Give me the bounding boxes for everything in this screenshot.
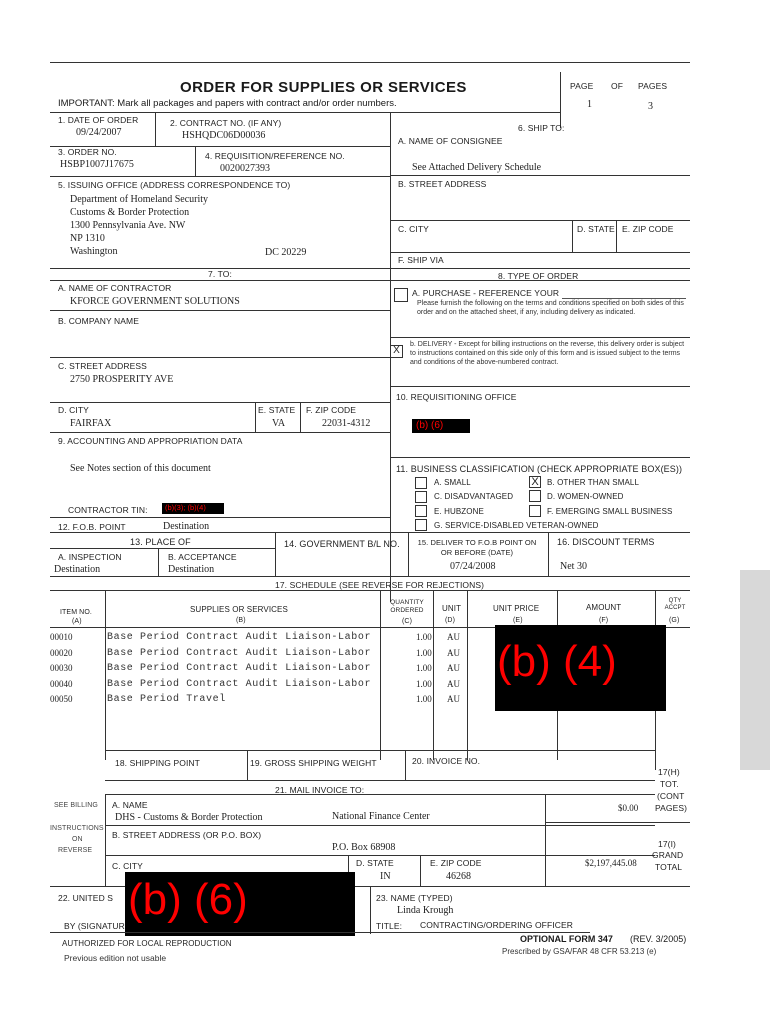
col-unit-price-label: UNIT PRICE — [493, 604, 540, 613]
gross-weight-label: 19. GROSS SHIPPING WEIGHT — [250, 758, 377, 768]
order-no-label: 3. ORDER NO. — [58, 147, 117, 157]
invoice-name-2: National Finance Center — [332, 811, 430, 822]
col-item-sub: (A) — [72, 618, 82, 625]
accounting-value: See Notes section of this document — [70, 463, 211, 474]
ship-street-label: B. STREET ADDRESS — [398, 179, 487, 189]
col-amount-label: AMOUNT — [586, 603, 622, 612]
order-no: HSBP1007J17675 — [60, 159, 134, 170]
ship-state-label: D. STATE — [577, 224, 615, 234]
women-owned-checkbox[interactable] — [529, 490, 541, 502]
col-accpt-sub: (G) — [669, 617, 680, 624]
contract-no-label: 2. CONTRACT NO. (IF ANY) — [170, 118, 282, 128]
row-description: Base Period Contract Audit Liaison-Labor — [107, 632, 372, 643]
consignee-label: A. NAME OF CONSIGNEE — [398, 136, 503, 146]
row-item-no: 00040 — [50, 679, 73, 689]
ship-to-label: 6. SHIP TO: — [518, 123, 565, 133]
inspection-label: A. INSPECTION — [58, 552, 122, 562]
contractor-state-label: E. STATE — [258, 405, 296, 415]
discount-terms-label: 16. DISCOUNT TERMS — [557, 537, 655, 547]
schedule-header: 17. SCHEDULE (SEE REVERSE FOR REJECTIONS) — [275, 580, 485, 590]
delivery-text: b. DELIVERY - Except for billing instructions on the reverse, this delivery order is subject to instructions contained on this side only of this form and is issued subject to the terms and conditions of the above-numbered contract. — [410, 341, 685, 366]
tot-label-2: TOT. — [660, 779, 679, 789]
row-description: Base Period Contract Audit Liaison-Labor — [107, 663, 372, 674]
contractor-zip-label: F. ZIP CODE — [306, 405, 357, 415]
total-cont-pages-amount: $0.00 — [618, 803, 639, 813]
issuing-line-1: Department of Homeland Security — [70, 194, 209, 205]
accounting-label: 9. ACCOUNTING AND APPROPRIATION DATA — [58, 436, 243, 446]
mail-invoice-header: 21. MAIL INVOICE TO: — [275, 785, 365, 795]
row-item-no: 00050 — [50, 694, 73, 704]
invoice-no-label: 20. INVOICE NO. — [412, 756, 481, 766]
acceptance-label: B. ACCEPTANCE — [168, 552, 237, 562]
acceptance-value: Destination — [168, 564, 215, 575]
fob-point-label: 12. F.O.B. POINT — [58, 522, 126, 532]
contract-no: HSHQDC06D00036 — [182, 130, 266, 141]
requisitioning-office-label: 10. REQUISITIONING OFFICE — [396, 392, 517, 402]
of-label: OF — [611, 81, 624, 91]
row-quantity: 1.00 — [416, 679, 432, 689]
tot-label-1: 17(H) — [658, 767, 680, 777]
redaction-label: (b) (6) — [416, 420, 444, 431]
row-unit: AU — [447, 663, 460, 673]
row-description: Base Period Travel — [107, 694, 226, 705]
typed-name-label: 23. NAME (TYPED) — [376, 893, 453, 903]
row-quantity: 1.00 — [416, 663, 432, 673]
service-disabled-label: G. SERVICE-DISABLED VETERAN-OWNED — [434, 521, 599, 530]
see-billing-line-4: REVERSE — [58, 847, 93, 854]
inspection-value: Destination — [54, 564, 101, 575]
contractor-name-label: A. NAME OF CONTRACTOR — [58, 283, 172, 293]
invoice-street: P.O. Box 68908 — [332, 842, 396, 853]
col-amount-sub: (F) — [599, 617, 609, 624]
grand-label-2: GRAND — [652, 850, 684, 860]
tot-label-4: PAGES) — [655, 803, 688, 813]
disadvantaged-checkbox[interactable] — [415, 491, 427, 503]
issuing-line-2: Customs & Border Protection — [70, 207, 190, 218]
ship-zip-label: E. ZIP CODE — [622, 224, 674, 234]
grand-label-1: 17(I) — [658, 839, 676, 849]
row-item-no: 00020 — [50, 648, 73, 658]
contractor-zip: 22031-4312 — [322, 418, 371, 429]
ship-city-label: C. CITY — [398, 224, 429, 234]
women-owned-label: D. WOMEN-OWNED — [547, 492, 624, 501]
date-of-order: 09/24/2007 — [76, 127, 122, 138]
page-number: 1 — [587, 99, 592, 110]
col-item-label: ITEM NO. — [60, 609, 92, 616]
row-item-no: 00030 — [50, 663, 73, 673]
small-label: A. SMALL — [434, 478, 471, 487]
other-than-small-label: B. OTHER THAN SMALL — [547, 478, 639, 487]
issuing-line-3: 1300 Pennsylvania Ave. NW — [70, 220, 186, 231]
contractor-city-label: D. CITY — [58, 405, 89, 415]
pages-label: PAGES — [638, 81, 668, 91]
price-redaction-label: (b) (4) — [497, 637, 617, 686]
discount-terms: Net 30 — [560, 561, 587, 572]
optional-form: OPTIONAL FORM 347 — [520, 934, 613, 944]
row-description: Base Period Contract Audit Liaison-Labor — [107, 648, 372, 659]
purchase-text: Please furnish the following on the terms and conditions specified on both sides of this order and on the attached sheet, if any, including delivery as indicated. — [417, 300, 684, 316]
issuing-office-label: 5. ISSUING OFFICE (ADDRESS CORRESPONDENCE TO) — [58, 180, 291, 190]
redaction-box — [412, 419, 470, 433]
contractor-state: VA — [272, 418, 286, 429]
form-title: ORDER FOR SUPPLIES OR SERVICES — [180, 79, 467, 96]
row-unit: AU — [447, 632, 460, 642]
contractor-name: KFORCE GOVERNMENT SOLUTIONS — [70, 296, 240, 307]
company-name-label: B. COMPANY NAME — [58, 316, 140, 326]
date-of-order-label: 1. DATE OF ORDER — [58, 115, 139, 125]
disadvantaged-label: C. DISADVANTAGED — [434, 492, 514, 501]
invoice-name-label: A. NAME — [112, 800, 148, 810]
title-label: TITLE: — [376, 921, 403, 931]
tot-label-3: (CONT — [657, 791, 685, 801]
col-accpt-label: QTY ACCPT — [664, 598, 686, 612]
typed-name: Linda Krough — [397, 905, 454, 916]
col-supplies-sub: (B) — [236, 617, 246, 624]
col-unit-label: UNIT — [442, 604, 462, 613]
grand-label-3: TOTAL — [655, 862, 683, 872]
service-disabled-checkbox[interactable] — [415, 519, 427, 531]
row-quantity: 1.00 — [416, 648, 432, 658]
row-quantity: 1.00 — [416, 632, 432, 642]
hubzone-checkbox[interactable] — [415, 505, 427, 517]
previous-edition: Previous edition not usable — [64, 953, 167, 963]
row-unit: AU — [447, 679, 460, 689]
issuing-line-4: NP 1310 — [70, 233, 105, 244]
purchase-checkbox[interactable] — [394, 288, 408, 302]
price-redaction-box — [495, 625, 666, 711]
contractor-tin-label: CONTRACTOR TIN: — [68, 505, 148, 515]
col-qty-sub: (C) — [402, 618, 413, 625]
row-unit: AU — [447, 648, 460, 658]
see-billing-line-2: INSTRUCTIONS — [50, 825, 104, 832]
invoice-street-label: B. STREET ADDRESS (OR P.O. BOX) — [112, 830, 262, 840]
see-billing-line-1: SEE BILLING — [54, 802, 98, 809]
to-header: 7. TO: — [208, 269, 232, 279]
invoice-zip-label: E. ZIP CODE — [430, 858, 482, 868]
ship-via-label: F. SHIP VIA — [398, 255, 444, 265]
contractor-city: FAIRFAX — [70, 418, 112, 429]
contractor-street: 2750 PROSPERITY AVE — [70, 374, 174, 385]
tin-redaction-label: (b)(3); (b)(4) — [165, 503, 206, 512]
tin-redaction-box — [162, 503, 224, 514]
purchase-label: A. PURCHASE - REFERENCE YOUR — [412, 288, 560, 298]
consignee-value: See Attached Delivery Schedule — [412, 162, 542, 173]
type-of-order-header: 8. TYPE OF ORDER — [498, 271, 579, 281]
emerging-small-checkbox[interactable] — [529, 505, 541, 517]
delivery-checkbox[interactable]: X — [390, 345, 403, 358]
business-class-label: 11. BUSINESS CLASSIFICATION (CHECK APPROPRIATE BOX(ES)) — [396, 464, 683, 474]
order-form — [50, 62, 690, 963]
page-label: PAGE — [570, 81, 594, 91]
page-edge-shadow — [740, 570, 770, 770]
see-billing-line-3: ON — [72, 836, 83, 843]
rule — [50, 62, 690, 63]
invoice-state-label: D. STATE — [356, 858, 394, 868]
invoice-state: IN — [380, 871, 391, 882]
row-quantity: 1.00 — [416, 694, 432, 704]
signature-redaction-label: (b) (6) — [128, 875, 248, 924]
row-unit: AU — [447, 694, 460, 704]
col-unit-sub: (D) — [445, 617, 456, 624]
invoice-name: DHS - Customs & Border Protection — [115, 812, 263, 823]
deliver-by-date: 07/24/2008 — [450, 561, 496, 572]
shipping-point-label: 18. SHIPPING POINT — [115, 758, 200, 768]
invoice-city-label: C. CITY — [112, 861, 143, 871]
other-than-small-checkbox[interactable]: X — [529, 476, 541, 488]
deliver-by-label: 15. DELIVER TO F.O.B POINT ON OR BEFORE (DATE) — [417, 538, 537, 557]
issuing-state-zip: DC 20229 — [265, 247, 307, 258]
signature-redaction-box — [125, 872, 355, 936]
title-value: CONTRACTING/ORDERING OFFICER — [420, 920, 573, 930]
grand-total-amount: $2,197,445.08 — [585, 858, 637, 868]
col-unit-price-sub: (E) — [513, 617, 523, 624]
important-notice: IMPORTANT: Mark all packages and papers with contract and/or order numbers. — [58, 98, 397, 109]
hubzone-label: E. HUBZONE — [434, 507, 484, 516]
col-supplies-label: SUPPLIES OR SERVICES — [190, 605, 288, 614]
pages-count: 3 — [648, 101, 653, 112]
issuing-line-5: Washington — [70, 246, 118, 257]
small-checkbox[interactable] — [415, 477, 427, 489]
united-states-label: 22. UNITED S — [58, 893, 114, 903]
invoice-zip: 46268 — [446, 871, 471, 882]
row-item-no: 00010 — [50, 632, 73, 642]
signature-label: BY (SIGNATUR — [64, 921, 125, 931]
emerging-small-label: F. EMERGING SMALL BUSINESS — [547, 507, 673, 516]
prescribed-by: Prescribed by GSA/FAR 48 CFR 53.213 (e) — [502, 947, 657, 956]
requisition-no: 0020027393 — [220, 163, 270, 174]
row-description: Base Period Contract Audit Liaison-Labor — [107, 679, 372, 690]
fob-point: Destination — [163, 521, 210, 532]
contractor-street-label: C. STREET ADDRESS — [58, 361, 147, 371]
gov-bl-label: 14. GOVERNMENT B/L NO. — [284, 539, 400, 549]
place-of-label: 13. PLACE OF — [130, 537, 191, 547]
requisition-label: 4. REQUISITION/REFERENCE NO. — [205, 151, 345, 161]
form-revision: (REV. 3/2005) — [630, 934, 687, 944]
col-qty-label: QUANTITY ORDERED — [390, 599, 424, 615]
authorized-reproduction: AUTHORIZED FOR LOCAL REPRODUCTION — [62, 939, 232, 948]
